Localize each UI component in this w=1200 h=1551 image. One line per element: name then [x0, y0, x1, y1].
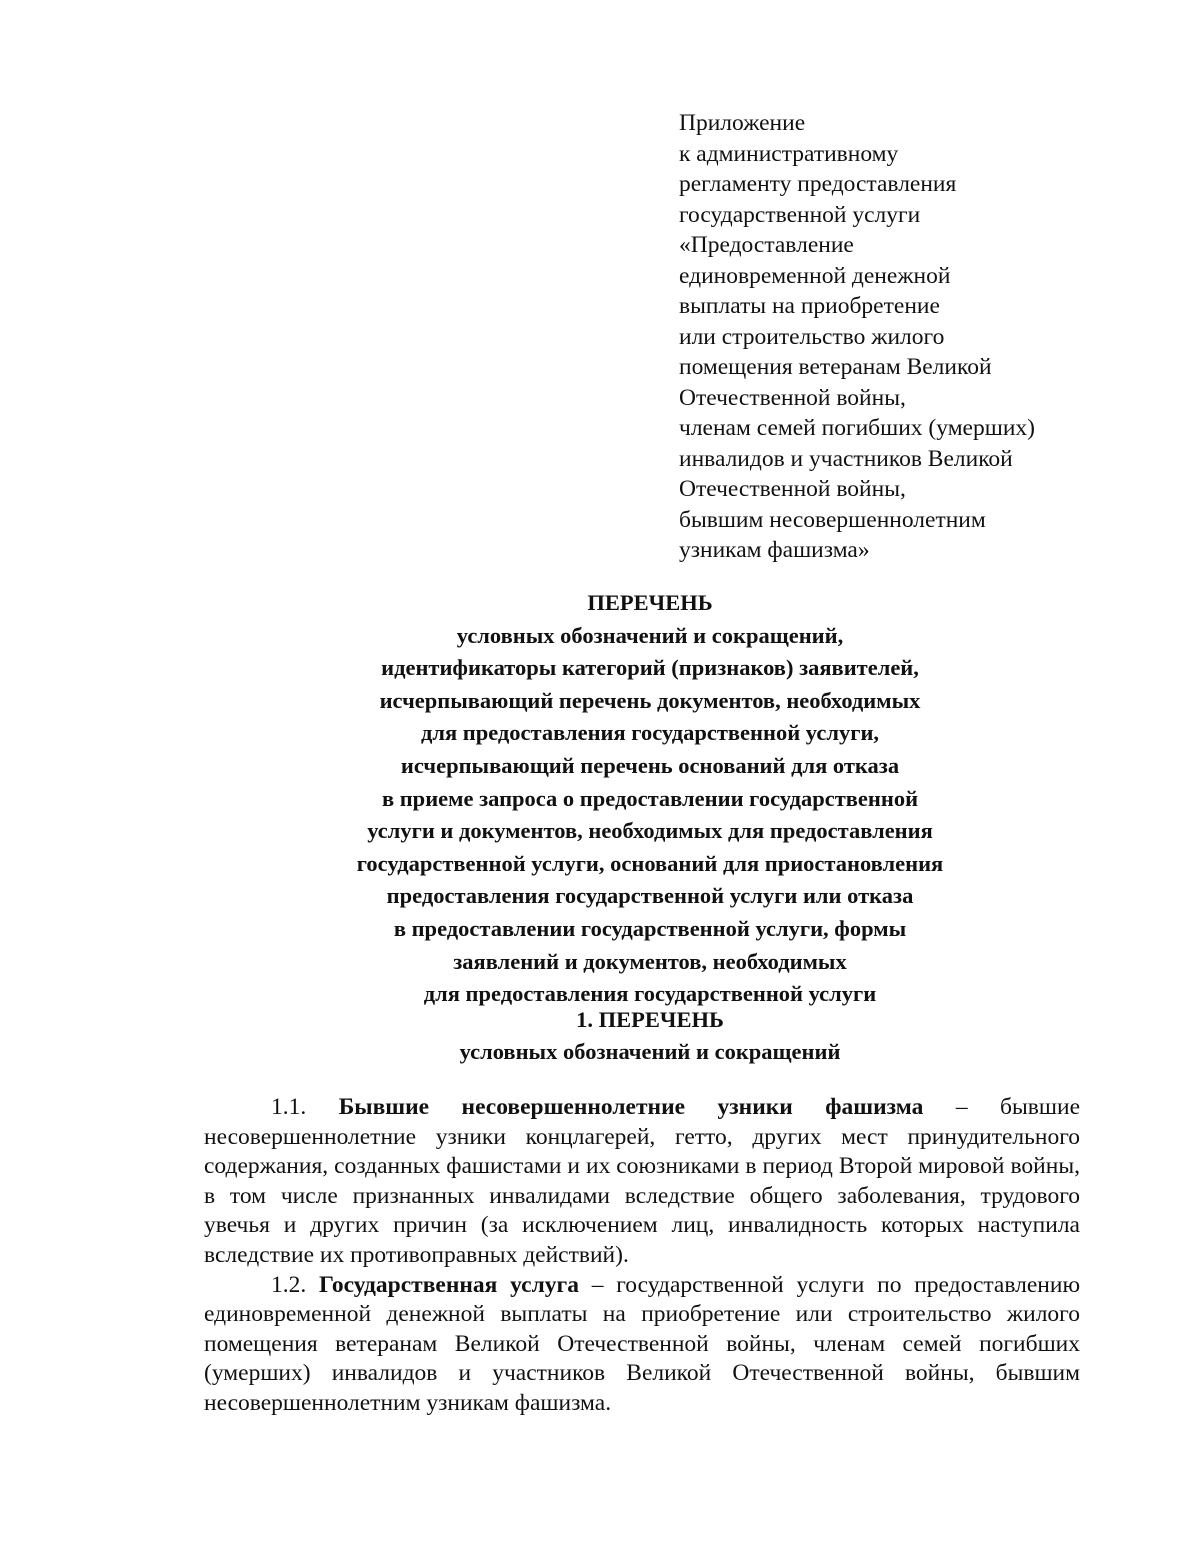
appendix-line: регламенту предоставления [679, 171, 957, 197]
item-definition: – государственной услуги по предоставлению единовременной денежной выплаты на приобретение или строительство жилого помещения ветеранам Великой Отечественной войны, членам семей погибших (умерших) инвалидов и участников Великой Отечественной войны, бывшим несовершеннолетним узникам фашизма. [204, 1271, 1081, 1416]
appendix-line: или строительство жилого [679, 323, 945, 350]
title-line: государственной услуги, оснований для приостановления [356, 850, 944, 876]
title-line: в предоставлении государственной услуги, формы [393, 915, 907, 941]
appendix-line: узникам фашизма» [679, 537, 870, 563]
title-line: условных обозначений и сокращений, [456, 622, 844, 648]
title-line: для предоставления государственной услуги, [420, 720, 880, 746]
document-title [200, 587, 1100, 1011]
definition-item-1-1 [204, 1093, 1080, 1271]
appendix-line: выплаты на приобретение [679, 293, 940, 319]
item-definition: – бывшие несовершеннолетние узники концлагерей, гетто, других мест принудительного содержания, созданных фашистами и их союзниками в период Второй мировой войны, в том числе признанных инвалидами вследствие общего заболевания, трудового увечья и других причин (за исключением лиц, инвалидность которых наступила вследствие их противоправных действий). [204, 1094, 1081, 1268]
appendix-line: бывшим несовершеннолетним [679, 506, 986, 533]
title-line: исчерпывающий перечень оснований для отказа [400, 752, 900, 778]
appendix-line: помещения ветеранам Великой [679, 354, 992, 380]
title-line: идентификаторы категорий (признаков) заявителей, [381, 655, 919, 681]
title-heading: ПЕРЕЧЕНЬ [587, 590, 713, 615]
appendix-line: инвалидов и участников Великой [679, 445, 1013, 472]
item-number: 1.2. [271, 1271, 307, 1298]
item-term: Бывшие несовершеннолетние узники фашизма [338, 1094, 924, 1120]
appendix-line: «Предоставление [679, 232, 854, 258]
section-1-heading-block [200, 1004, 1100, 1068]
item-number: 1.1. [271, 1094, 307, 1120]
title-line: услуги и документов, необходимых для предоставления [367, 818, 933, 844]
definition-item-1-2 [204, 1271, 1080, 1419]
appendix-line: единовременной денежной [679, 262, 951, 289]
appendix-line: Приложение [679, 110, 806, 136]
appendix-line: Отечественной войны, [679, 476, 906, 502]
section-1-subheading: условных обозначений и сокращений [459, 1039, 841, 1064]
appendix-line: к административному [679, 140, 899, 167]
section-1-heading: 1. ПЕРЕЧЕНЬ [576, 1007, 724, 1032]
item-term: Государственная услуга [319, 1271, 579, 1298]
title-line: заявлений и документов, необходимых [453, 948, 847, 974]
appendix-line: членам семей погибших (умерших) [679, 415, 1035, 441]
title-line: предоставления государственной услуги или отказа [386, 883, 914, 909]
title-line: в приеме запроса о предоставлении государственной [381, 785, 919, 811]
appendix-block [679, 108, 1179, 566]
title-line: исчерпывающий перечень документов, необходимых [379, 687, 921, 713]
section-1-body [204, 1093, 1080, 1419]
appendix-line: государственной услуги [679, 201, 921, 228]
title-line: для предоставления государственной услуги [423, 981, 877, 1007]
appendix-line: Отечественной войны, [679, 384, 906, 411]
